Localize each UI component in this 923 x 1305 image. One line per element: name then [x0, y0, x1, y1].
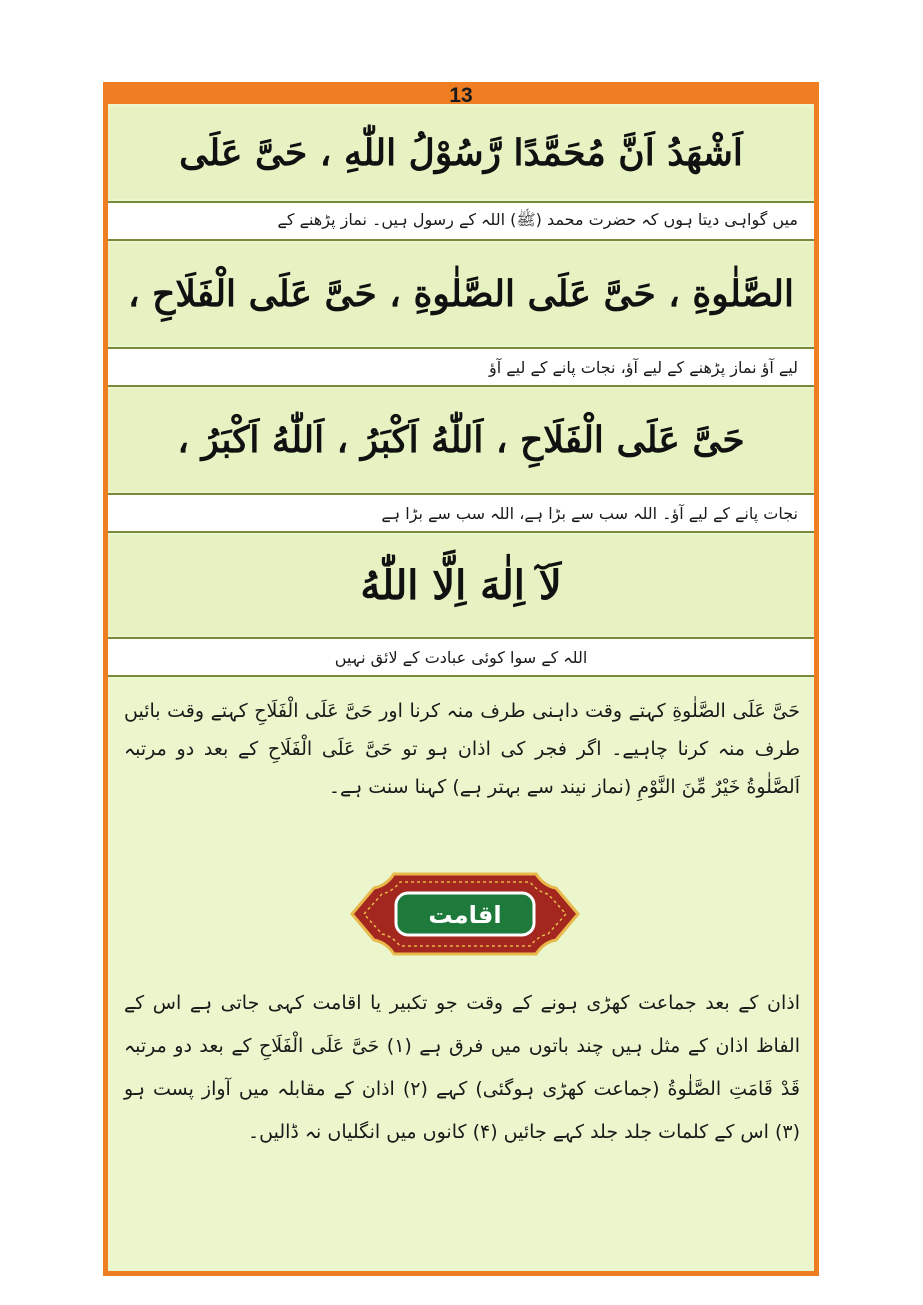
arabic-line-2: الصَّلٰوةِ ، حَیَّ عَلَی الصَّلٰوةِ ، حَیَّ عَلَی الْفَلَاحِ ،	[108, 243, 814, 345]
section-title: اقامت	[428, 901, 502, 929]
book-page	[103, 82, 819, 1276]
paragraph-adhan-notes: حَیَّ عَلَی الصَّلٰوةِ کہتے وقت داہنی طرف منہ کرنا اور حَیَّ عَلَی الْفَلَاحِ کہتے وقت بائیں طرف منہ کرنا چاہیے۔ اگر فجر کی اذان ہو تو حَیَّ عَلَی الْفَلَاحِ کے بعد دو مرتبہ اَلصَّلٰوةُ خَیْرٌ مِّنَ النَّوْمِ (نماز نیند سے بہتر ہے) کہنا سنت ہے۔	[124, 700, 800, 798]
translation-line-4: اللہ کے سوا کوئی عبادت کے لائق نہیں	[108, 637, 814, 677]
paragraph-iqamat: اذان کے بعد جماعت کھڑی ہونے کے وقت جو تکبیر یا اقامت کہی جاتی ہے اس کے الفاظ اذان کے مثل ہیں چند باتوں میں فرق ہے (۱) حَیَّ عَلَی الْفَلَاحِ کے بعد دو مرتبہ قَدْ قَامَتِ الصَّلٰوةُ (جماعت کھڑی ہوگئی) کہے (۲) اذان کے مقابلہ میں آواز پست ہو (۳) اس کے کلمات جلد جلد کہے جائیں (۴) کانوں میں انگلیاں نہ ڈالیں۔	[124, 992, 800, 1143]
section-title-badge	[346, 866, 584, 962]
translation-line-3: نجات پانے کے لیے آؤ۔ اللہ سب سے بڑا ہے، اللہ سب سے بڑا ہے	[108, 493, 814, 533]
translation-line-1: میں گواہی دیتا ہوں کہ حضرت محمد (ﷺ) اللہ کے رسول ہیں۔ نماز پڑھنے کے	[108, 201, 814, 241]
arabic-line-1: اَشْهَدُ اَنَّ مُحَمَّدًا رَّسُوْلُ اللّٰهِ ، حَیَّ عَلَی	[108, 107, 814, 199]
arabic-line-4: لَآ اِلٰهَ اِلَّا اللّٰهُ	[108, 535, 814, 635]
translation-line-2: لیے آؤ نماز پڑھنے کے لیے آؤ، نجات پانے کے لیے آؤ	[108, 347, 814, 387]
page-number: 13	[449, 84, 473, 107]
arabic-line-3: حَیَّ عَلَی الْفَلَاحِ ، اَللّٰهُ اَکْبَرُ ، اَللّٰهُ اَکْبَرُ ،	[108, 389, 814, 491]
